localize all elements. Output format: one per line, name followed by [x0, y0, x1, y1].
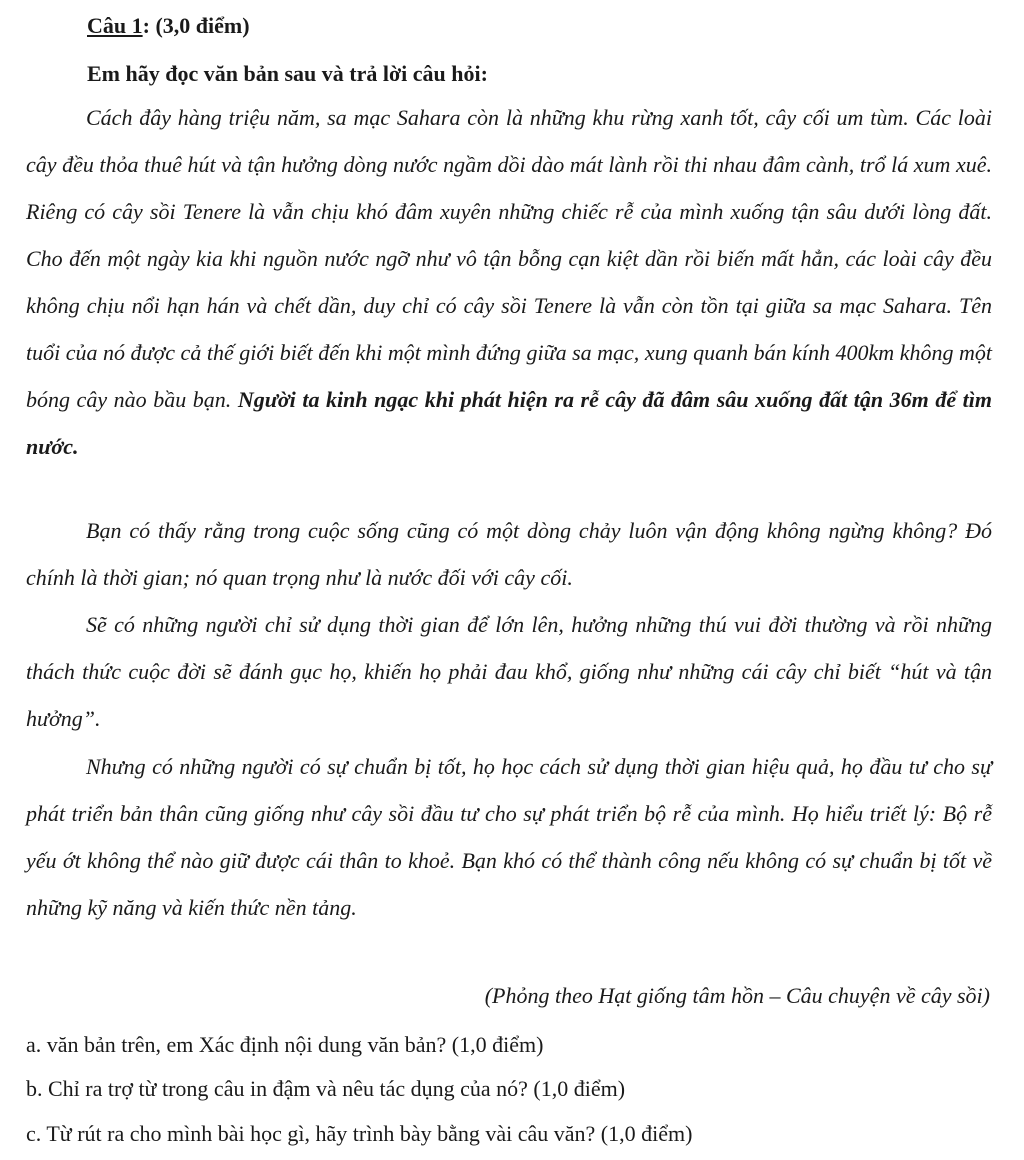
passage-paragraph-1-text: Cách đây hàng triệu năm, sa mạc Sahara còn là những khu rừng xanh tốt, cây cối um tùm. Các loài cây đều thỏa thuê hút và tận hưởng dòng nước ngầm dồi dào mát lành rồi thi nhau đâm cành, trổ lá xum xuê. Riêng có cây sồi Tenere là vẫn chịu khó đâm xuyên những chiếc rễ của mình xuống tận sâu dưới lòng đất. Cho đến một ngày kia khi nguồn nước ngỡ như vô tận bỗng cạn kiệt dần rồi biến mất hẳn, các loài cây đều không chịu nổi hạn hán và chết dần, duy chỉ có cây sồi Tenere là vẫn còn tồn tại giữa sa mạc Sahara. Tên tuổi của nó được cả thế giới biết đến khi một mình đứng giữa sa mạc, xung quanh bán kính 400km không một bóng cây nào bầu bạn.: [26, 105, 992, 412]
passage-paragraph-4: Nhưng có những người có sự chuẩn bị tốt, họ học cách sử dụng thời gian hiệu quả, họ đầu tư cho sự phát triển bản thân cũng giống như cây sồi đầu tư cho sự phát triển bộ rễ của mình. Họ hiểu triết lý: Bộ rễ yếu ớt không thể nào giữ được cái thân to khoẻ. Bạn khó có thể thành công nếu không có sự chuẩn bị tốt về những kỹ năng và kiến thức nền tảng.: [26, 754, 992, 920]
question-number: Câu 1: [87, 13, 143, 38]
question-heading: [87, 10, 250, 42]
passage-paragraph-2: Bạn có thấy rằng trong cuộc sống cũng có một dòng chảy luôn vận động không ngừng không? Đó chính là thời gian; nó quan trọng như là nước đối với cây cối.: [26, 518, 992, 590]
question-points: : (3,0 điểm): [142, 13, 250, 38]
passage-paragraph-3: Sẽ có những người chỉ sử dụng thời gian để lớn lên, hưởng những thú vui đời thường và rồi những thách thức cuộc đời sẽ đánh gục họ, khiến họ phải đau khổ, giống như những cái cây chỉ biết “hút và tận hưởng”.: [26, 612, 992, 731]
question-c: c. Từ rút ra cho mình bài học gì, hãy trình bày bằng vài câu văn? (1,0 điểm): [26, 1121, 693, 1146]
source-citation: (Phỏng theo Hạt giống tâm hồn – Câu chuyện về cây sồi): [484, 983, 990, 1008]
question-a: a. văn bản trên, em Xác định nội dung văn bản? (1,0 điểm): [26, 1032, 544, 1057]
bold-sentence: Người ta kinh ngạc khi phát hiện ra rễ cây đã đâm sâu xuống đất tận 36m để tìm nước.: [26, 387, 992, 459]
question-b: b. Chỉ ra trợ từ trong câu in đậm và nêu tác dụng của nó? (1,0 điểm): [26, 1076, 626, 1101]
passage-paragraph-1: [26, 94, 992, 470]
instruction-text: Em hãy đọc văn bản sau và trả lời câu hỏi:: [87, 61, 488, 86]
